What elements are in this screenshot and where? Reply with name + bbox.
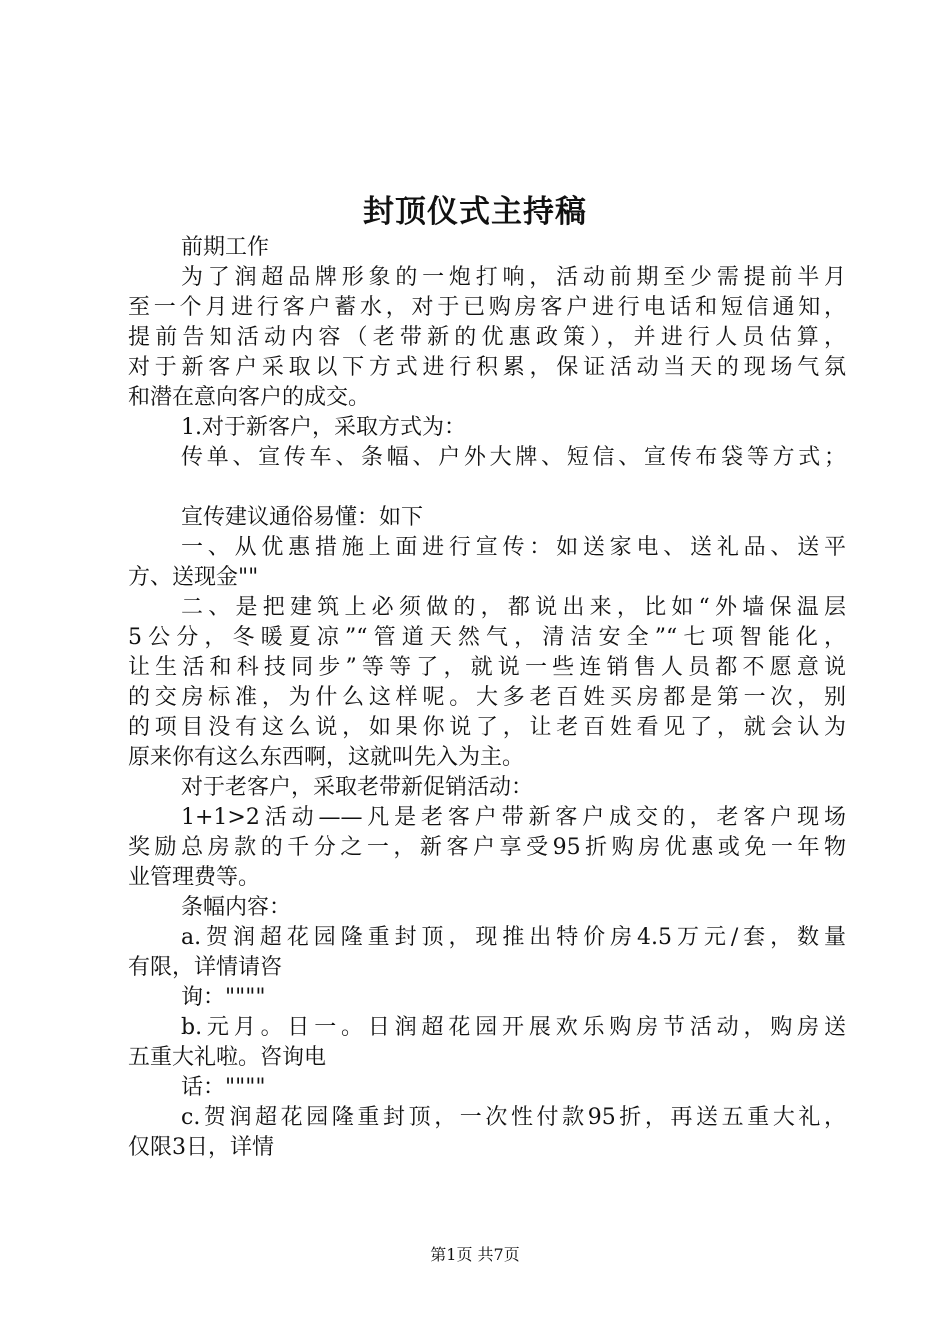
text-line: 二、是把建筑上必须做的，都说出来，比如“外墙保温层	[181, 595, 846, 620]
text-line: 1.对于新客户，采取方式为：	[181, 415, 466, 440]
document-body	[128, 233, 846, 1163]
text-line: 5公分，冬暖夏凉”“管道天然气，清洁安全”“七项智能化，	[128, 625, 846, 650]
text-line: 的项目没有这么说，如果你说了，让老百姓看见了，就会认为	[128, 715, 846, 740]
text-line: 至一个月进行客户蓄水，对于已购房客户进行电话和短信通知，	[128, 295, 846, 320]
text-line: 前期工作	[181, 235, 270, 260]
text-line: 话：""""	[181, 1075, 266, 1100]
text-line: 一、从优惠措施上面进行宣传：如送家电、送礼品、送平	[181, 535, 846, 560]
text-line: 和潜在意向客户的成交。	[128, 385, 371, 410]
text-line: 询：""""	[181, 985, 266, 1010]
text-line: b.元月。日一。日润超花园开展欢乐购房节活动，购房送	[181, 1015, 846, 1040]
text-line: 提前告知活动内容（老带新的优惠政策），并进行人员估算，	[128, 325, 846, 350]
text-line: 的交房标准，为什么这样呢。大多老百姓买房都是第一次，别	[128, 685, 846, 710]
text-line: 业管理费等。	[128, 865, 261, 890]
text-line: 对于老客户，采取老带新促销活动：	[181, 775, 534, 800]
blank-line	[128, 473, 846, 503]
text-line: 方、送现金""	[128, 565, 259, 590]
page-title: 封顶仪式主持稿	[363, 194, 587, 230]
text-line: 有限，详情请咨	[128, 955, 283, 980]
text-line: 仅限3日，详情	[128, 1135, 274, 1160]
text-line: 1+1>2活动——凡是老客户带新客户成交的，老客户现场	[181, 805, 846, 830]
text-line: 传单、宣传车、条幅、户外大牌、短信、宣传布袋等方式；	[181, 445, 846, 470]
page-footer: 第1页 共7页	[430, 1245, 520, 1264]
text-line: 奖励总房款的千分之一，新客户享受95折购房优惠或免一年物	[128, 835, 846, 860]
text-line: 条幅内容：	[181, 895, 292, 920]
text-line: 五重大礼啦。咨询电	[128, 1045, 327, 1070]
text-line: 宣传建议通俗易懂：如下	[181, 505, 424, 530]
text-line: 对于新客户采取以下方式进行积累，保证活动当天的现场气氛	[128, 355, 846, 380]
text-line: 原来你有这么东西啊，这就叫先入为主。	[128, 745, 525, 770]
text-line: 为了润超品牌形象的一炮打响，活动前期至少需提前半月	[181, 265, 846, 290]
text-line: a.贺润超花园隆重封顶，现推出特价房4.5万元/套，数量	[181, 925, 846, 950]
text-line: 让生活和科技同步”等等了，就说一些连销售人员都不愿意说	[128, 655, 846, 680]
text-line: c.贺润超花园隆重封顶，一次性付款95折，再送五重大礼，	[181, 1105, 846, 1130]
